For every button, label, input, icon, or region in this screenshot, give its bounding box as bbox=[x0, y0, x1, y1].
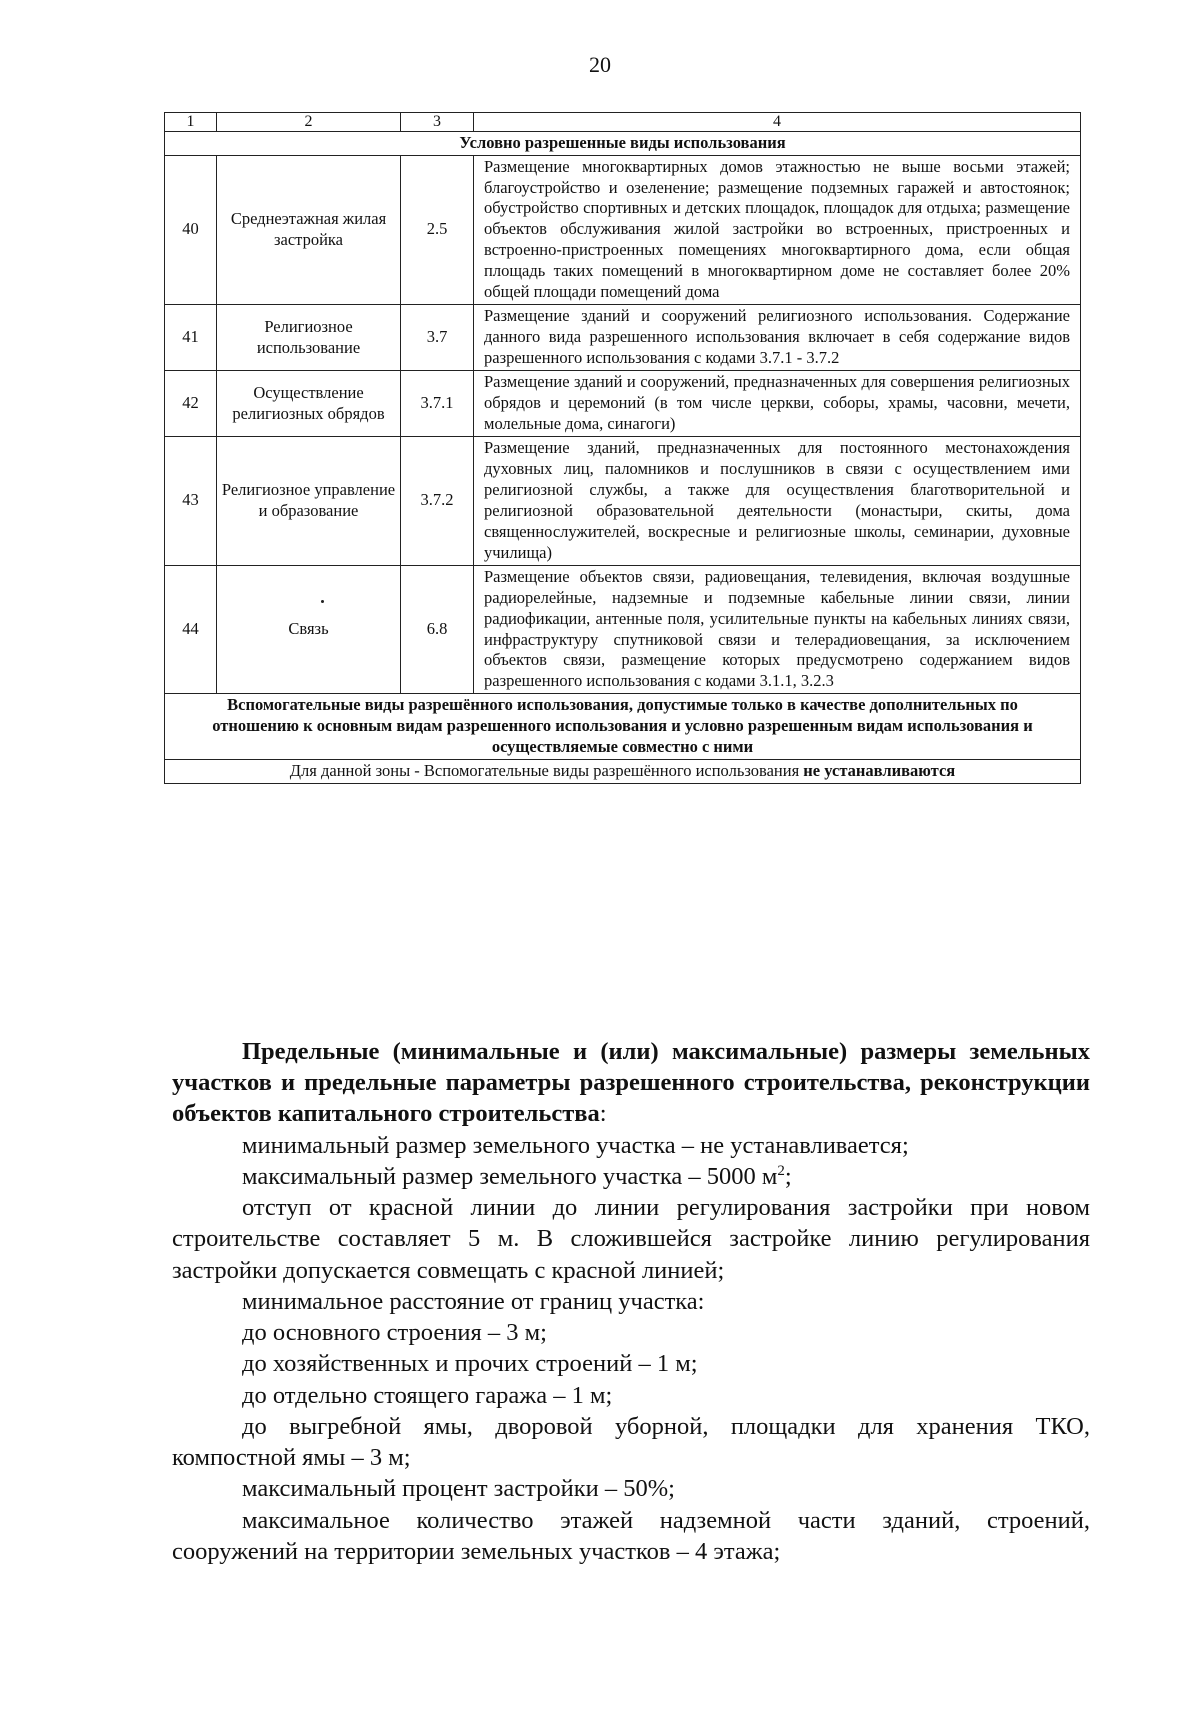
param-distance-main-building: до основного строения – 3 м; bbox=[242, 1319, 547, 1347]
param-distance-cesspit: до выгребной ямы, дворовой уборной, площадки для хранения ТКО, компостной ямы – 3 м; bbox=[172, 1412, 1090, 1472]
table-row bbox=[165, 436, 1081, 565]
section-row-conditional bbox=[165, 131, 1081, 155]
param-max-floors: максимальное количество этажей надземной части зданий, строений, сооружений на территории земельных участков – 4 этажа; bbox=[172, 1506, 1090, 1565]
column-header-3: 3 bbox=[401, 113, 474, 132]
section-title-conditional: Условно разрешенные виды использования bbox=[165, 131, 1081, 155]
param-distance-household-buildings: до хозяйственных и прочих строений – 1 м; bbox=[242, 1350, 698, 1378]
use-type-code: 6.8 bbox=[401, 565, 474, 694]
param-distance-garage: до отдельно стоящего гаража – 1 м; bbox=[242, 1381, 613, 1409]
use-type-description: Размещение объектов связи, радиовещания, телевидения, включая воздушные радиорелейные, надземные и подземные кабельные линии связи, линии радиофикации, антенные поля, усилительные пункты на кабельных линиях связи, инфраструктуру спутниковой связи и телерадиовещания, за исключением объектов связи, размещение которых предусмотрено содержанием видов разрешенного использования с кодами 3.1.1, 3.2.3 bbox=[474, 565, 1081, 694]
parameters-heading-text: Предельные (минимальные и (или) максимальные) размеры земельных участков и предельные параметры разрешенного строительства, реконструкции объектов капитального строительства bbox=[172, 1038, 1090, 1128]
param-min-plot-size: минимальный размер земельного участка – не устанавливается; bbox=[242, 1131, 909, 1159]
use-type-name: Связь bbox=[217, 565, 401, 694]
note-row bbox=[165, 760, 1081, 784]
column-header-1: 1 bbox=[165, 113, 217, 132]
square-meter-superscript: 2 bbox=[777, 1162, 785, 1179]
column-header-2: 2 bbox=[217, 113, 401, 132]
column-header-4: 4 bbox=[474, 113, 1081, 132]
scan-speck bbox=[321, 600, 324, 603]
use-type-code: 3.7.1 bbox=[401, 371, 474, 437]
table-row bbox=[165, 305, 1081, 371]
use-type-description: Размещение зданий, предназначенных для постоянного местонахождения духовных лиц, паломников и послушников в связи с осуществлением ими религиозной службы, а также для осуществления благотворительной и религиозной образовательной деятельности (монастыри, скиты, дома священнослужителей, воскресные и религиозные школы, семинарии, духовные училища) bbox=[474, 436, 1081, 565]
use-type-description: Размещение зданий и сооружений, предназначенных для совершения религиозных обрядов и церемоний (в том числе церкви, соборы, храмы, часовни, мечети, молельные дома, синагоги) bbox=[474, 371, 1081, 437]
use-type-code: 3.7.2 bbox=[401, 436, 474, 565]
use-type-description: Размещение зданий и сооружений религиозного использования. Содержание данного вида разрешенного использования включает в себя содержание видов разрешенного использования с кодами 3.7.1 - 3.7.2 bbox=[474, 305, 1081, 371]
section-title-auxiliary: Вспомогательные виды разрешённого использования, допустимые только в качестве дополнительных по отношению к основным видам разрешенного использования и условно разрешенным видам использования и осуществляемые совместно с ними bbox=[165, 694, 1081, 760]
param-min-distance: минимальное расстояние от границ участка: bbox=[242, 1287, 705, 1315]
auxiliary-note-emphasis: не устанавливаются bbox=[803, 761, 956, 781]
row-number: 41 bbox=[165, 305, 217, 371]
row-number: 40 bbox=[165, 155, 217, 305]
row-number: 44 bbox=[165, 565, 217, 694]
parameters-section bbox=[172, 1036, 1090, 1567]
table-header-row bbox=[165, 113, 1081, 132]
table-row bbox=[165, 155, 1081, 305]
use-type-name: Религиозное управление и образование bbox=[217, 436, 401, 565]
parameters-heading-colon: : bbox=[599, 1100, 607, 1128]
param-red-line-setback: отступ от красной линии до линии регулирования застройки при новом строительстве составляет 5 м. В сложившейся застройке линию регулирования застройки допускается совмещать с красной линией; bbox=[172, 1194, 1090, 1284]
use-type-code: 2.5 bbox=[401, 155, 474, 305]
use-type-name: Осуществление религиозных обрядов bbox=[217, 371, 401, 437]
page-number: 20 bbox=[589, 52, 611, 77]
row-number: 42 bbox=[165, 371, 217, 437]
auxiliary-note-text: Для данной зоны - Вспомогательные виды разрешённого использования bbox=[289, 761, 804, 781]
land-use-table bbox=[164, 112, 1081, 784]
table-row bbox=[165, 371, 1081, 437]
auxiliary-note bbox=[165, 760, 1081, 784]
param-max-plot-end: ; bbox=[784, 1162, 792, 1190]
param-max-coverage: максимальный процент застройки – 50%; bbox=[242, 1475, 675, 1503]
param-max-plot-text: максимальный размер земельного участка – 5000 м bbox=[242, 1162, 778, 1190]
use-type-description: Размещение многоквартирных домов этажностью не выше восьми этажей; благоустройство и озеленение; размещение подземных гаражей и автостоянок; обустройство спортивных и детских площадок, площадок для отдыха; размещение объектов обслуживания жилой застройки во встроенных, пристроенных и встроенно-пристроенных помещениях многоквартирного дома, если общая площадь таких помещений в многоквартирном доме не составляет более 20% общей площади помещений дома bbox=[474, 155, 1081, 305]
use-type-name: Среднеэтажная жилая застройка bbox=[217, 155, 401, 305]
table-row bbox=[165, 565, 1081, 694]
use-type-code: 3.7 bbox=[401, 305, 474, 371]
param-max-plot-size bbox=[172, 1161, 1090, 1192]
parameters-heading bbox=[172, 1036, 1090, 1130]
row-number: 43 bbox=[165, 436, 217, 565]
section-row-auxiliary bbox=[165, 694, 1081, 760]
use-type-name: Религиозное использование bbox=[217, 305, 401, 371]
